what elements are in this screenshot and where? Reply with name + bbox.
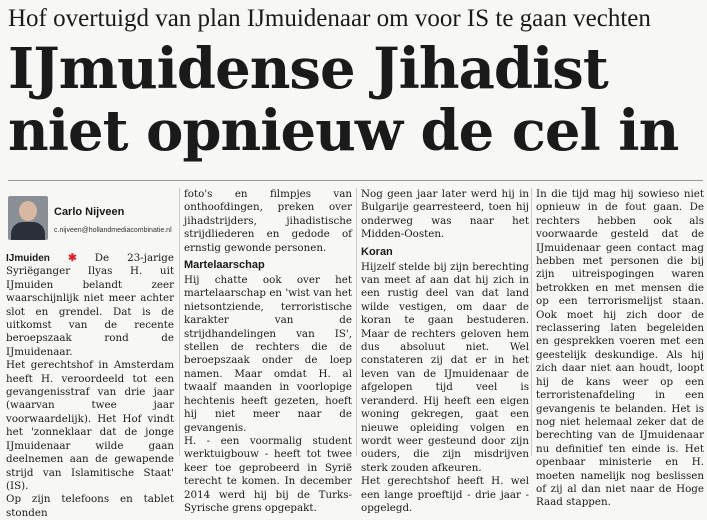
paragraph: IJmuiden ✱ De 23-jarige Syriëganger Ilyas H. uit IJmuiden belandt zeer waarschijnlijk niet meer achter slot en grendel. Dat is de uitkomst van de recente beroepszaak rond de IJmuidenaar. [6, 252, 174, 358]
article-column-2 [184, 188, 352, 515]
paragraph: Nog geen jaar later werd hij in Bulgarije gearresteerd, toen hij onderweg was naar het Midden-Oosten. [361, 188, 529, 241]
paragraph: Het gerechtshof in Amsterdam heeft H. veroordeeld tot een gevangenisstraf van drie jaar (waarvan twee jaar voorwaardelijk). Het Hof vindt het 'zonneklaar dat de jonge IJmuidenaar wilde gaan deelnemen aan de gewapende strijd van Islamitische Staat' (IS). [6, 359, 174, 492]
column-divider [531, 188, 532, 456]
column-divider [179, 188, 180, 456]
paragraph: Op zijn telefoons en tablet stonden [6, 493, 174, 519]
byline [6, 188, 174, 248]
paragraph: Het gerechtshof heeft H. wel een lange proeftijd - drie jaar - opgelegd. [361, 475, 529, 514]
author-email: c.nijveen@hollandmediacombinatie.nl [54, 227, 172, 234]
author-name: Carlo Nijveen [54, 206, 125, 218]
paragraph: In die tijd mag hij sowieso niet opnieuw in de fout gaan. De rechters hebben ook als voorwaarde gesteld dat de IJmuidenaar geen contact mag hebben met personen die bij zijn uitreispogingen waren betrokken en met mensen die op een terrorismelijst staan. Ook moet hij zich door de reclassering laten begeleiden en gesprekken voeren met een geestelijk deskundige. Als hij zich daar niet aan houdt, loopt hij de kans weer op een terroristenafdeling in een gevangenis te belanden. Het is nog niet helemaal zeker dat de berechting van de IJmuidenaar nu definitief ten einde is. Het openbaar ministerie en H. moeten namelijk nog beslissen of zij al dan niet naar de Hoge Raad stappen. [536, 188, 704, 509]
kicker: Hof overtuigd van plan IJmuidenaar om voor IS te gaan vechten [8, 5, 651, 32]
paragraph: H. - een voormalig student werktuigbouw - heeft tot twee keer toe geprobeerd in Syrië terecht te komen. In december 2014 werd hij bij de Turks-Syrische grens opgepakt. [184, 434, 352, 514]
subhead: Koran [361, 245, 393, 258]
paragraph: Hijzelf stelde bij zijn berechting van meet af aan dat hij zich in een rustig deel van dat land wilde vestigen, om daar de koran te gaan bestuderen. Maar de rechters geloven hem dus absoluut niet. Wel constateren zij dat er in het leven van de IJmuidenaar de afgelopen tijd veel is veranderd. Hij heeft een eigen woning gekregen, gaat een nieuwe opleiding volgen en wordt weer gesteund door zijn ouders, die zijn misdrijven sterk zouden afkeuren. [361, 260, 529, 474]
paragraph: foto's en filmpjes van onthoofdingen, preken over jihadstrijders, jihadistische strijdliederen en gedode of ernstig gewonde personen. [184, 188, 352, 254]
paragraph: Hij chatte ook over het martelaarschap en 'wist van het nietsontziende, terroristische karakter van de strijdhandelingen van IS', stellen de rechters die de beroepszaak onder de loep namen. Maar omdat H. al twaalf maanden in voorlopige hechtenis heeft gezeten, hoeft hij niet meer naar de gevangenis. [184, 274, 352, 434]
article-column-4 [536, 188, 704, 510]
article-column-3 [361, 188, 529, 515]
column-divider [356, 188, 357, 456]
author-photo [8, 196, 48, 240]
star-icon: ✱ [68, 252, 77, 264]
headline-line-1: IJmuidense Jihadist [8, 36, 608, 102]
subhead: Martelaarschap [184, 259, 265, 272]
divider [8, 180, 703, 181]
headline [8, 38, 703, 162]
article-column-1 [6, 188, 174, 520]
headline-line-2: niet opnieuw de cel in [8, 98, 679, 164]
dateline: IJmuiden [6, 253, 50, 264]
